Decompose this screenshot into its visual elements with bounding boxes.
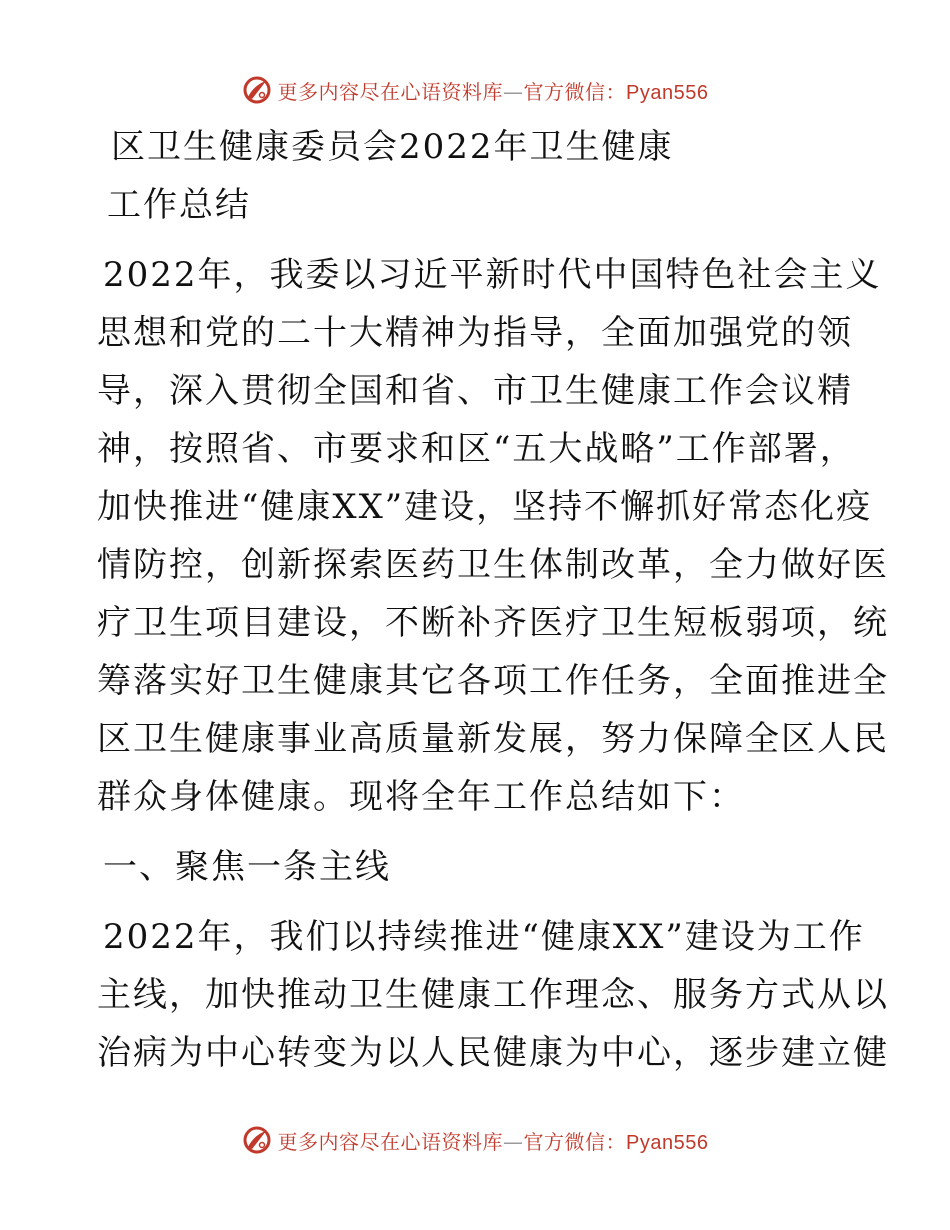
paragraph-line: 思想和党的二十大精神为指导，全面加强党的领 — [97, 313, 853, 353]
brush-logo-icon — [242, 1125, 272, 1155]
header-watermark — [0, 70, 950, 110]
paragraph-line: 区卫生健康事业高质量新发展，努力保障全区人民 — [97, 719, 889, 759]
document-page — [97, 118, 889, 1082]
intro-paragraph — [97, 246, 889, 826]
section-paragraph — [97, 908, 889, 1082]
watermark-text: 更多内容尽在心语资料库—官方微信：Pyan556 — [277, 79, 709, 104]
paragraph-line: 情防控，创新探索医药卫生体制改革，全力做好医 — [97, 545, 889, 585]
paragraph-line: 筹落实好卫生健康其它各项工作任务，全面推进全 — [97, 661, 889, 701]
document-title-line-2: 工作总结 — [107, 185, 251, 225]
paragraph-line: 神，按照省、市要求和区“五大战略”工作部署， — [97, 429, 856, 469]
document-title-line-1: 区卫生健康委员会2022年卫生健康 — [111, 127, 674, 167]
watermark-text: 更多内容尽在心语资料库—官方微信：Pyan556 — [277, 1129, 709, 1154]
paragraph-line: 加快推进“健康XX”建设，坚持不懈抓好常态化疫 — [97, 487, 873, 527]
paragraph-line: 群众身体健康。现将全年工作总结如下： — [97, 777, 745, 817]
paragraph-line: 疗卫生项目建设，不断补齐医疗卫生短板弱项，统 — [97, 603, 889, 643]
paragraph-line: 主线，加快推动卫生健康工作理念、服务方式从以 — [97, 975, 889, 1015]
footer-watermark — [0, 1120, 950, 1160]
paragraph-line: 2022年，我们以持续推进“健康XX”建设为工作 — [103, 917, 865, 957]
brush-logo-icon — [242, 75, 272, 105]
paragraph-line: 治病为中心转变为以人民健康为中心，逐步建立健 — [97, 1033, 889, 1073]
paragraph-line: 2022年，我委以习近平新时代中国特色社会主义 — [103, 255, 882, 295]
section-heading: 一、聚焦一条主线 — [103, 847, 391, 887]
paragraph-line: 导，深入贯彻全国和省、市卫生健康工作会议精 — [97, 371, 853, 411]
